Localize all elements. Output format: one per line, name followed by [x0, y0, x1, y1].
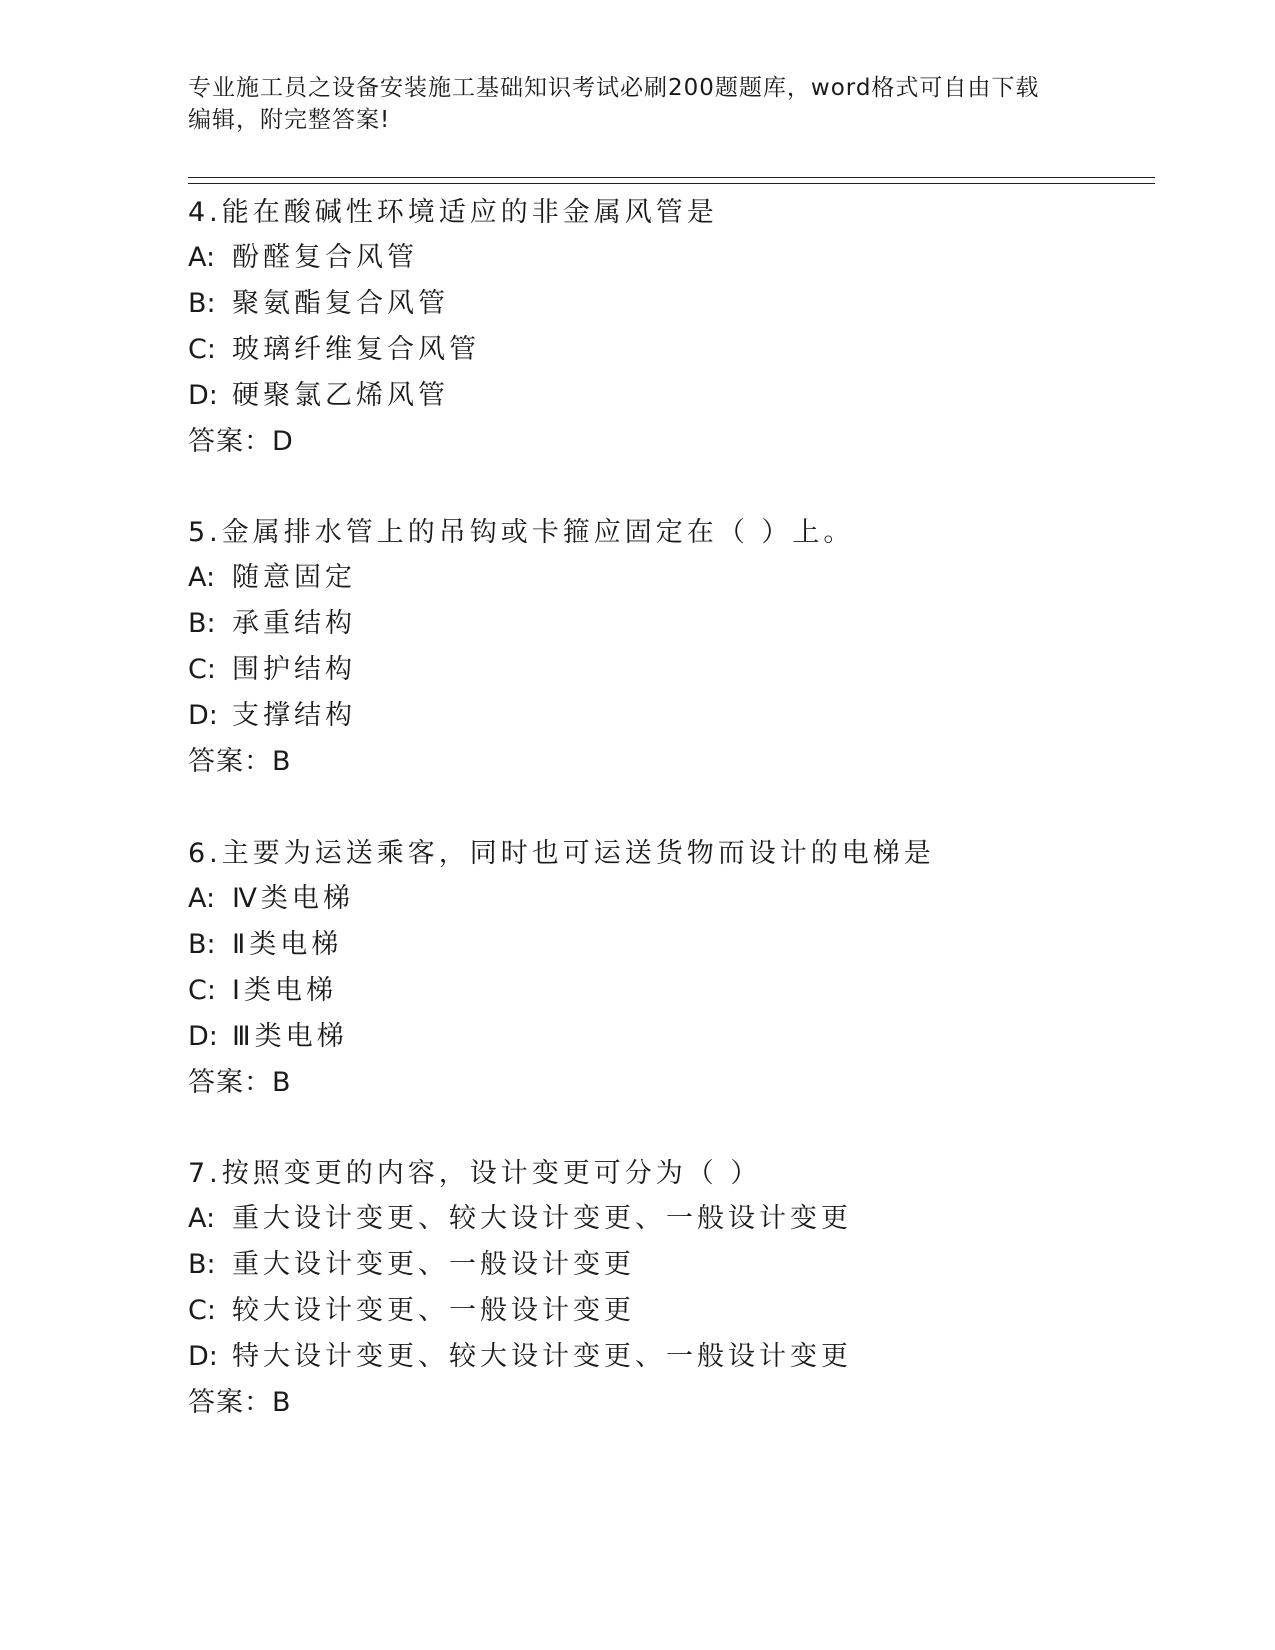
question-4	[188, 191, 1148, 465]
option-text: 较大设计变更、一般设计变更	[232, 1295, 635, 1326]
document-header	[188, 72, 1088, 136]
option-c	[188, 1288, 1148, 1334]
option-text: 随意固定	[232, 562, 356, 593]
option-letter: A:	[188, 883, 216, 914]
option-letter: D:	[188, 380, 218, 411]
answer-line: 答案：B	[188, 746, 292, 777]
question-7	[188, 1152, 1148, 1426]
option-a	[188, 555, 1148, 601]
option-text: 玻璃纤维复合风管	[232, 334, 480, 365]
option-a	[188, 1196, 1148, 1242]
option-b	[188, 1242, 1148, 1288]
question-stem: 7.按照变更的内容，设计变更可分为（ ）	[188, 1158, 762, 1189]
option-text: 硬聚氯乙烯风管	[232, 380, 449, 411]
option-text: 酚醛复合风管	[232, 242, 418, 273]
option-b	[188, 601, 1148, 647]
option-a	[188, 235, 1148, 281]
question-6	[188, 832, 1148, 1106]
option-b	[188, 281, 1148, 327]
option-text: 特大设计变更、较大设计变更、一般设计变更	[232, 1341, 852, 1372]
option-letter: C:	[188, 975, 216, 1006]
option-letter: B:	[188, 288, 216, 319]
option-letter: A:	[188, 242, 216, 273]
option-b	[188, 922, 1148, 968]
option-letter: B:	[188, 608, 216, 639]
option-letter: B:	[188, 1249, 216, 1280]
option-text: 支撑结构	[232, 700, 356, 731]
question-stem: 6.主要为运送乘客，同时也可运送货物而设计的电梯是	[188, 838, 935, 869]
option-letter: A:	[188, 1203, 216, 1234]
option-c	[188, 647, 1148, 693]
option-text: Ⅲ类电梯	[232, 1021, 348, 1052]
answer-line: 答案：B	[188, 1387, 292, 1418]
option-letter: D:	[188, 1341, 218, 1372]
option-letter: D:	[188, 1021, 218, 1052]
option-d	[188, 373, 1148, 419]
option-text: 重大设计变更、一般设计变更	[232, 1249, 635, 1280]
header-line-2: 编辑，附完整答案!	[188, 107, 391, 133]
option-d	[188, 1014, 1148, 1060]
header-line-1: 专业施工员之设备安装施工基础知识考试必刷200题题库，word格式可自由下载	[188, 75, 1040, 101]
option-letter: A:	[188, 562, 216, 593]
option-a	[188, 876, 1148, 922]
question-stem: 4.能在酸碱性环境适应的非金属风管是	[188, 197, 718, 228]
option-letter: B:	[188, 929, 216, 960]
option-letter: C:	[188, 654, 216, 685]
option-c	[188, 327, 1148, 373]
option-text: Ⅳ类电梯	[232, 883, 354, 914]
answer-line: 答案：B	[188, 1067, 292, 1098]
option-text: Ⅱ类电梯	[232, 929, 343, 960]
header-divider-bottom	[188, 183, 1155, 184]
option-text: Ⅰ类电梯	[232, 975, 337, 1006]
option-c	[188, 968, 1148, 1014]
option-d	[188, 693, 1148, 739]
option-letter: C:	[188, 1295, 216, 1326]
answer-line: 答案：D	[188, 426, 294, 457]
option-text: 重大设计变更、较大设计变更、一般设计变更	[232, 1203, 852, 1234]
header-divider-top	[188, 177, 1155, 178]
option-text: 承重结构	[232, 608, 356, 639]
question-5	[188, 511, 1148, 785]
option-text: 围护结构	[232, 654, 356, 685]
question-stem: 5.金属排水管上的吊钩或卡箍应固定在（ ）上。	[188, 517, 855, 548]
option-letter: C:	[188, 334, 216, 365]
option-d	[188, 1334, 1148, 1380]
option-letter: D:	[188, 700, 218, 731]
option-text: 聚氨酯复合风管	[232, 288, 449, 319]
